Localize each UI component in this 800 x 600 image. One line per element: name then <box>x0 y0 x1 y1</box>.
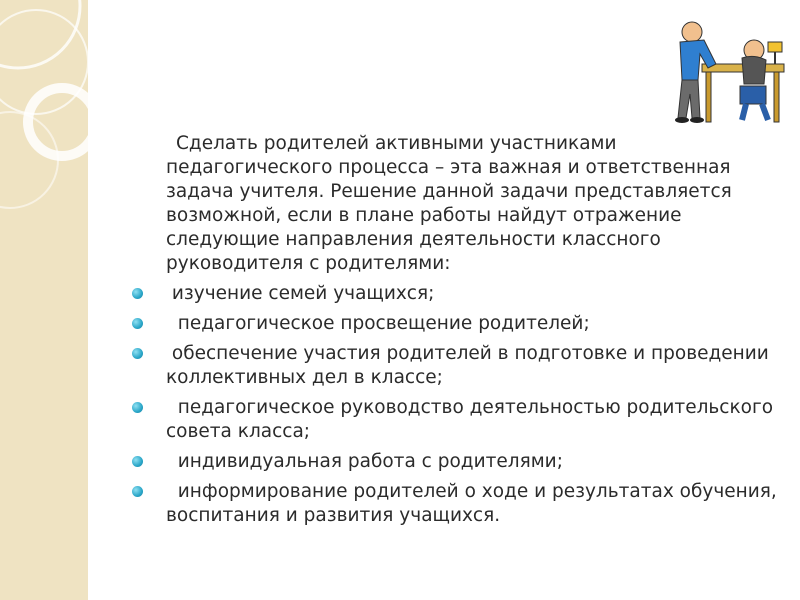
bullet-dot-icon <box>132 486 143 497</box>
list-item <box>118 312 778 336</box>
teacher-student-desk-illustration <box>650 14 790 126</box>
bullet-dot-icon <box>132 318 143 329</box>
bullet-dot-icon <box>132 348 143 359</box>
list-item-text: изучение семей учащихся; <box>166 283 435 304</box>
bullet-dot-icon <box>132 402 143 413</box>
decorative-circles <box>0 0 88 600</box>
intro-paragraph: Сделать родителей активными участниками педагогического процесса – эта важная и ответственная задача учителя. Решение данной задачи представляется возможной, если в плане работы найдут отражение следующие направления деятельности классного руководителя с родителями: <box>166 133 732 274</box>
list-item-text: педагогическое просвещение родителей; <box>166 313 590 334</box>
list-item <box>118 342 781 390</box>
list-item-text: педагогическое руководство деятельностью родительского совета класса; <box>166 397 779 442</box>
list-item-text: индивидуальная работа с родителями; <box>166 451 563 472</box>
list-item <box>118 396 778 444</box>
decorative-sidebar <box>0 0 88 600</box>
bullet-dot-icon <box>132 456 143 467</box>
list-item-text: информирование родителей о ходе и результатах обучения, воспитания и развития учащихся. <box>166 481 783 526</box>
list-item <box>118 480 783 528</box>
list-item <box>118 450 778 474</box>
list-item-text: обеспечение участия родителей в подготовке и проведении коллективных дел в классе; <box>166 343 781 388</box>
slide-content <box>118 132 783 534</box>
bullet-dot-icon <box>132 288 143 299</box>
directions-list <box>118 282 783 528</box>
list-item <box>118 282 778 306</box>
